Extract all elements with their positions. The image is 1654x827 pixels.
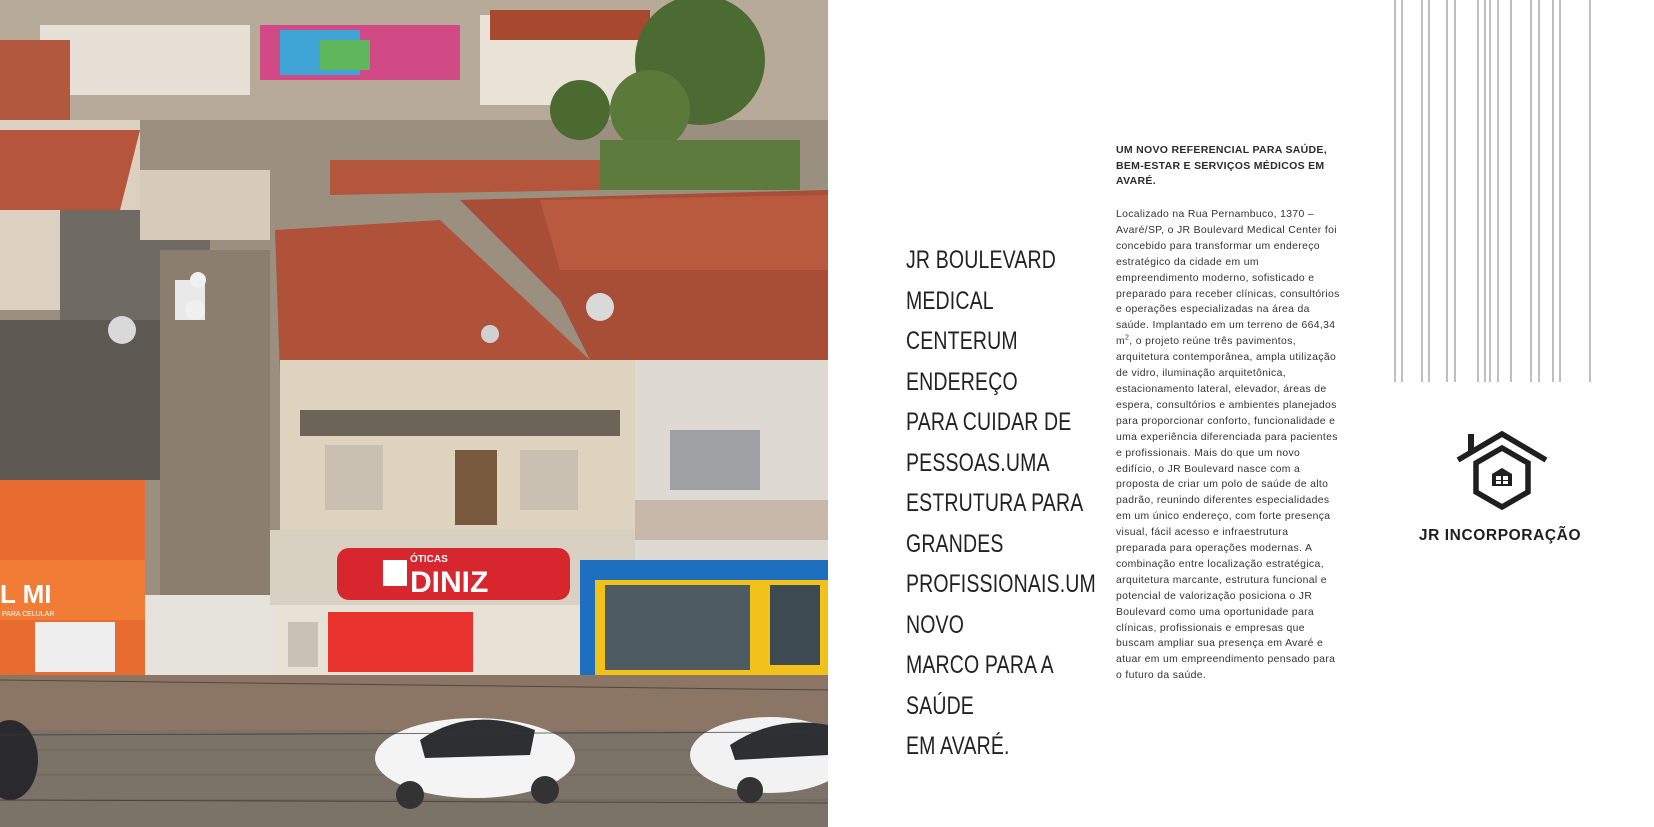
- headline: [906, 240, 1096, 767]
- headline-line: EM AVARÉ.: [906, 732, 1010, 760]
- house-hexagon-logo-icon: [1454, 430, 1550, 522]
- body-superscript: 2: [1125, 334, 1130, 342]
- headline-line: MARCO PARA A SAÚDE: [906, 651, 1053, 720]
- headline-line: CENTERUM ENDEREÇO: [906, 327, 1018, 396]
- side-sign-small-text: PARA CELULAR: [2, 611, 55, 618]
- store-sign-small-text: ÓTICAS: [410, 554, 448, 565]
- headline-line: GRANDES: [906, 529, 1004, 558]
- side-sign-text: L MI: [0, 579, 52, 609]
- headline-line: PESSOAS.UMA: [906, 448, 1050, 477]
- headline-line: ESTRUTURA PARA: [906, 489, 1084, 517]
- body-paragraph: [1116, 207, 1342, 684]
- section-subheading: UM NOVO REFERENCIAL PARA SAÚDE, BEM-ESTAR E SERVIÇOS MÉDICOS EM AVARÉ.: [1116, 144, 1327, 187]
- decorative-stripes: [1394, 0, 1592, 382]
- store-sign-large-text: DINIZ: [410, 566, 489, 599]
- headline-line: PROFISSIONAIS.UM NOVO: [906, 570, 1096, 639]
- brand-name: JR INCORPORAÇÃO: [1418, 527, 1582, 544]
- headline-line: PARA CUIDAR DE: [906, 408, 1072, 436]
- headline-line: JR BOULEVARD MEDICAL: [906, 246, 1056, 315]
- body-text-part: , o projeto reúne três pavimentos, arquitetura contemporânea, ampla utilização de vidro, iluminação arquitetônica, estacionamento lateral, elevador, áreas de espera, consultórios e ambientes planejados para proporcionar conforto, funcionalidade e uma experiência diferenciada para pacientes e profissionais. Mais do que um novo edifício, o JR Boulevard nasce com a proposta de criar um polo de saúde de alto padrão, reunindo diferentes especialidades em um único endereço, com forte presença visual, fácil acesso e infraestrutura preparada para operações modernas. A combinação entre localização estratégica, arquitetura marcante, estrutura funcional e potencial de valorização posiciona o JR Boulevard como uma oportunidade para clínicas, profissionais e empresas que buscam ampliar sua presença em Avaré e atuar em um empreendimento pensado para o futuro da saúde.: [1116, 336, 1338, 682]
- body-text-part: Localizado na Rua Pernambuco, 1370 – Avaré/SP, o JR Boulevard Medical Center foi concebido para transformar um endereço estratégico da cidade em um empreendimento moderno, sofisticado e preparado para receber clínicas, consultórios e operações especializadas na área da saúde. Implantado em um terreno de 664,34 m: [1116, 209, 1340, 348]
